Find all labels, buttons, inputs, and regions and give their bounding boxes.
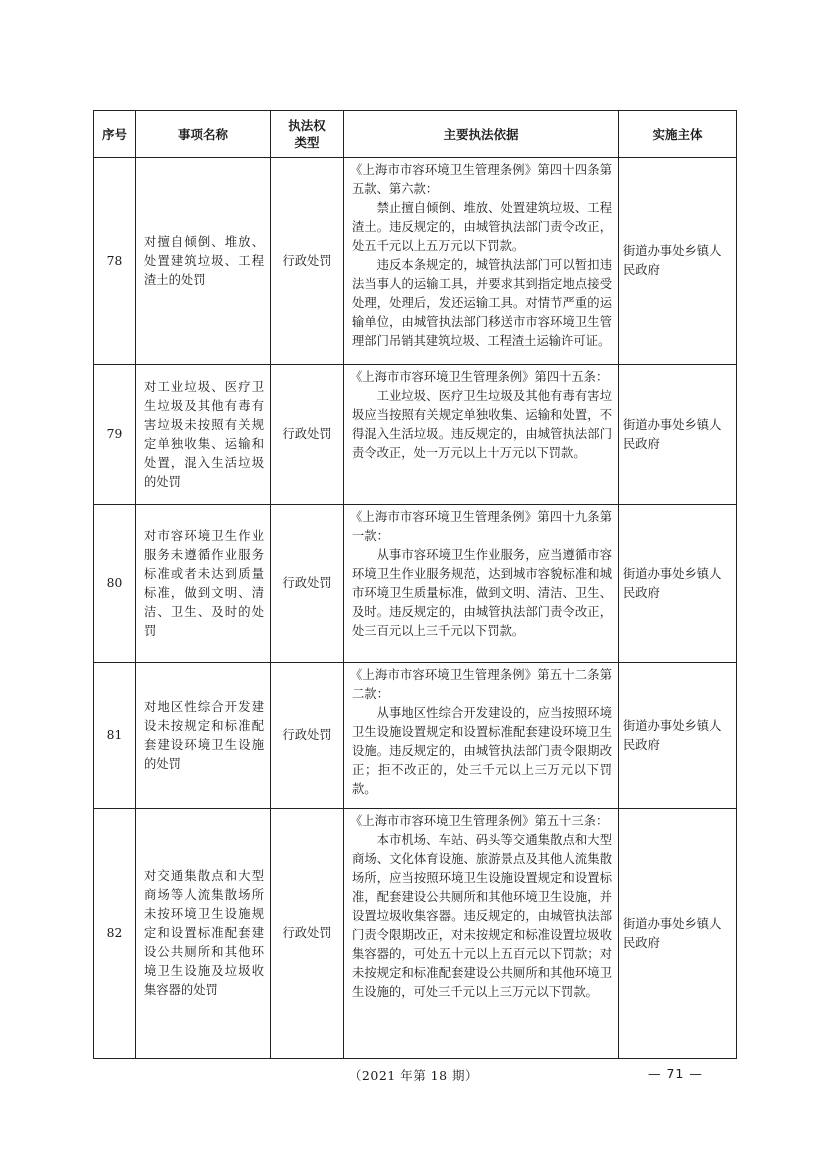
basis-law-citation: 《上海市市容环境卫生管理条例》第五十三条： bbox=[350, 814, 609, 828]
basis-paragraph: 从事市容环境卫生作业服务，应当遵循市容环境卫生作业服务规范，达到城市容貌标准和城市环境卫生质量标准，做到文明、清洁、卫生、及时。违反规定的，由城管执法部门责令改正，处三百元以上三千元以下罚款。 bbox=[352, 548, 612, 638]
row-legal-basis bbox=[344, 365, 619, 505]
basis-law-citation: 《上海市市容环境卫生管理条例》第四十四条第五款、第六款： bbox=[350, 163, 612, 196]
row-item-name: 对地区性综合开发建设未按规定和标准配套建设环境卫生设施的处罚 bbox=[136, 663, 271, 809]
header-authority-type-line: 类型 bbox=[294, 135, 320, 150]
row-legal-basis bbox=[344, 663, 619, 809]
table-row bbox=[94, 158, 737, 365]
row-legal-basis bbox=[344, 809, 619, 1059]
row-implementing-body: 街道办事处乡镇人民政府 bbox=[619, 365, 737, 505]
basis-law-citation: 《上海市市容环境卫生管理条例》第五十二条第二款： bbox=[350, 668, 612, 701]
row-authority-type: 行政处罚 bbox=[271, 663, 344, 809]
enforcement-items-table bbox=[93, 110, 737, 1059]
basis-paragraph: 违反本条规定的，城管执法部门可以暂扣违法当事人的运输工具，并要求其到指定地点接受处理，处理后，发还运输工具。对情节严重的运输单位，由城管执法部门移送市市容环境卫生管理部门吊销其建筑垃圾、工程渣土运输许可证。 bbox=[352, 258, 612, 348]
basis-law-citation: 《上海市市容环境卫生管理条例》第四十九条第一款： bbox=[350, 510, 612, 543]
row-implementing-body: 街道办事处乡镇人民政府 bbox=[619, 158, 737, 365]
row-item-name: 对交通集散点和大型商场等人流集散场所未按环境卫生设施规定和设置标准配套建设公共厕所和其他环境卫生设施及垃圾收集容器的处罚 bbox=[136, 809, 271, 1059]
row-serial-no: 78 bbox=[94, 158, 136, 365]
row-implementing-body: 街道办事处乡镇人民政府 bbox=[619, 809, 737, 1059]
row-item-name: 对工业垃圾、医疗卫生垃圾及其他有毒有害垃圾未按照有关规定单独收集、运输和处置，混入生活垃圾的处罚 bbox=[136, 365, 271, 505]
table-row bbox=[94, 505, 737, 663]
basis-paragraph: 工业垃圾、医疗卫生垃圾及其他有毒有害垃圾应当按照有关规定单独收集、运输和处置，不得混入生活垃圾。违反规定的，由城管执法部门责令改正，处一万元以上十万元以下罚款。 bbox=[352, 389, 612, 460]
basis-law-citation: 《上海市市容环境卫生管理条例》第四十五条： bbox=[350, 370, 609, 384]
issue-label: （2021 年第 18 期） bbox=[348, 1068, 479, 1083]
basis-paragraph: 本市机场、车站、码头等交通集散点和大型商场、文化体育设施、旅游景点及其他人流集散场所，应当按照环境卫生设施设置规定和设置标准，配套建设公共厕所和其他环境卫生设施，并设置垃圾收集容器。违反规定的，由城管执法部门责令限期改正，对未按规定和标准设置垃圾收集容器的，可处五十元以上五百元以下罚款；对未按规定和标准配套建设公共厕所和其他环境卫生设施的，可处三千元以上三万元以下罚款。 bbox=[352, 833, 612, 999]
row-authority-type: 行政处罚 bbox=[271, 158, 344, 365]
row-legal-basis bbox=[344, 505, 619, 663]
basis-paragraph: 禁止擅自倾倒、堆放、处置建筑垃圾、工程渣土。违反规定的，由城管执法部门责令改正，处五千元以上五万元以下罚款。 bbox=[352, 201, 612, 253]
basis-paragraph: 从事地区性综合开发建设的，应当按照环境卫生设施设置规定和设置标准配套建设环境卫生设施。违反规定的，由城管执法部门责令限期改正；拒不改正的，处三千元以上三万元以下罚款。 bbox=[352, 706, 612, 796]
row-serial-no: 79 bbox=[94, 365, 136, 505]
header-legal-basis: 主要执法依据 bbox=[344, 111, 619, 158]
row-serial-no: 81 bbox=[94, 663, 136, 809]
header-authority-type-line: 执法权 bbox=[288, 118, 326, 133]
row-implementing-body: 街道办事处乡镇人民政府 bbox=[619, 663, 737, 809]
row-legal-basis bbox=[344, 158, 619, 365]
table-row bbox=[94, 809, 737, 1059]
row-serial-no: 82 bbox=[94, 809, 136, 1059]
row-authority-type: 行政处罚 bbox=[271, 365, 344, 505]
row-implementing-body: 街道办事处乡镇人民政府 bbox=[619, 505, 737, 663]
header-implementing-body: 实施主体 bbox=[619, 111, 737, 158]
table-row bbox=[94, 365, 737, 505]
header-authority-type bbox=[271, 111, 344, 158]
row-item-name: 对市容环境卫生作业服务未遵循作业服务标准或者未达到质量标准，做到文明、清洁、卫生、及时的处罚 bbox=[136, 505, 271, 663]
row-authority-type: 行政处罚 bbox=[271, 505, 344, 663]
row-authority-type: 行政处罚 bbox=[271, 809, 344, 1059]
header-item-name: 事项名称 bbox=[136, 111, 271, 158]
row-serial-no: 80 bbox=[94, 505, 136, 663]
table-row bbox=[94, 663, 737, 809]
page-number: — 71 — bbox=[648, 1066, 703, 1081]
table-header-row bbox=[94, 111, 737, 158]
row-item-name: 对擅自倾倒、堆放、处置建筑垃圾、工程渣土的处罚 bbox=[136, 158, 271, 365]
header-serial-no: 序号 bbox=[94, 111, 136, 158]
